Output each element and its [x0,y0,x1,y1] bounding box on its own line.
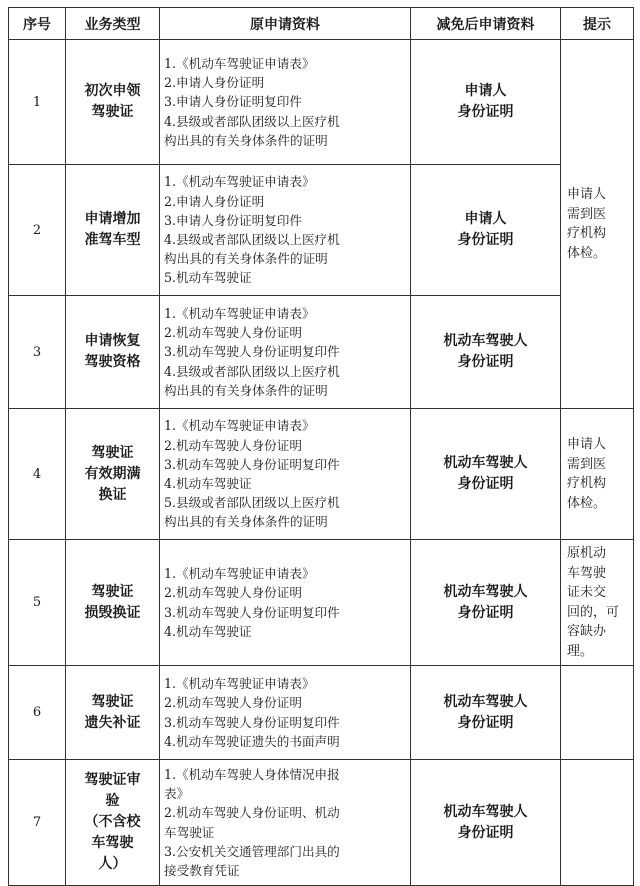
business-type-line: 车驾驶 [91,835,134,851]
tip-line: 疗机构 [567,226,607,241]
original-materials-cell [160,540,411,666]
original-materials-cell [160,165,411,296]
business-type-line: 申请增加 [84,211,141,227]
tip-cell [561,666,634,760]
tip-line: 理。 [567,643,594,659]
header-business-type: 业务类型 [66,8,160,40]
business-type-cell [66,540,160,666]
material-line: 2.申请人身份证明 [164,75,265,91]
reduced-line: 身份证明 [457,232,514,248]
tip-line: 申请人 [567,437,607,452]
header-no: 序号 [9,8,66,40]
material-line: 1.《机动车驾驶证申请表》 [164,566,315,582]
reduced-line: 身份证明 [457,604,514,621]
material-line: 3.申请人身份证明复印件 [164,212,302,228]
material-line: 构出具的有关身体条件的证明 [164,514,328,530]
material-line: 4.机动车驾驶证遗失的书面声明 [164,733,340,749]
tip-cell [561,760,634,886]
original-materials-cell [160,40,411,165]
material-line: 1.《机动车驾驶证申请表》 [164,676,315,692]
material-line: 2.机动车驾驶人身份证明 [164,695,302,711]
tip-line: 体检。 [567,245,607,261]
reduced-materials-cell [411,409,561,540]
original-materials-cell [160,409,411,540]
material-line: 构出具的有关身体条件的证明 [164,251,328,267]
tip-line: 证未交 [567,585,607,600]
tip-line: 需到医 [567,206,607,222]
business-type-line: 有效期满 [84,465,141,482]
material-line: 1.《机动车驾驶证申请表》 [164,55,315,71]
business-type-line: 初次申领 [84,83,141,99]
material-line: 表》 [164,786,190,802]
reduced-line: 机动车驾驶人 [443,455,528,471]
header-original-materials: 原申请资料 [160,8,411,40]
original-materials-cell [160,666,411,760]
business-type-line: 验 [105,793,120,809]
business-type-line: 损毁换证 [84,604,141,621]
business-type-line: 换证 [98,486,127,503]
material-line: 3.申请人身份证明复印件 [164,94,302,110]
material-line: 2.机动车驾驶人身份证明 [164,325,302,341]
requirements-table [8,7,634,886]
table-row [9,760,634,886]
business-type-cell [66,666,160,760]
reduced-materials-cell [411,666,561,760]
material-line: 4.机动车驾驶证 [164,623,252,639]
header-row [9,8,634,40]
tip-line: 回的，可 [567,604,620,620]
material-line: 接受教育凭证 [164,862,240,878]
material-line: 4.县级或者部队团级以上医疗机 [164,113,340,129]
reduced-line: 身份证明 [457,714,514,731]
tip-cell [561,409,634,540]
row-number: 4 [9,409,66,540]
business-type-line: 驾驶资格 [84,354,141,370]
reduced-line: 身份证明 [457,104,514,120]
reduced-line: 申请人 [464,83,507,99]
business-type-line: 申请恢复 [84,333,141,349]
reduced-line: 身份证明 [457,476,514,492]
material-line: 3.公安机关交通管理部门出具的 [164,843,340,859]
table-row [9,540,634,666]
reduced-line: 机动车驾驶人 [443,803,528,820]
business-type-line: 驾驶证 [91,583,134,600]
material-line: 5.县级或者部队团级以上医疗机 [164,495,340,511]
tip-line: 容缺办 [567,624,607,639]
material-line: 车驾驶证 [164,824,215,840]
business-type-line: 驾驶证 [91,104,134,120]
tip-cell [561,540,634,666]
header-tips: 提示 [561,8,634,40]
business-type-line: 驾驶证审 [84,772,141,788]
material-line: 2.机动车驾驶人身份证明 [164,437,302,453]
material-line: 4.县级或者部队团级以上医疗机 [164,232,340,247]
reduced-line: 机动车驾驶人 [443,583,528,600]
business-type-line: （不含校 [84,814,141,830]
business-type-line: 准驾车型 [84,232,141,248]
material-line: 2.机动车驾驶人身份证明、机动 [164,805,340,821]
material-line: 3.机动车驾驶人身份证明复印件 [164,604,340,620]
reduced-line: 身份证明 [457,824,514,841]
business-type-line: 遗失补证 [84,714,141,731]
table-row [9,40,634,165]
row-number: 1 [9,40,66,165]
material-line: 构出具的有关身体条件的证明 [164,382,328,398]
tip-line: 疗机构 [567,476,607,491]
business-type-line: 人） [98,856,127,872]
material-line: 1.《机动车驾驶人身体情况申报 [164,766,340,782]
business-type-cell [66,296,160,409]
tip-cell [561,40,634,409]
tip-line: 申请人 [567,187,607,202]
tip-line: 车驾驶 [567,565,607,581]
original-materials-cell [160,760,411,886]
reduced-materials-cell [411,296,561,409]
row-number: 7 [9,760,66,886]
material-line: 4.县级或者部队团级以上医疗机 [164,363,340,379]
reduced-materials-cell [411,540,561,666]
row-number: 3 [9,296,66,409]
reduced-line: 申请人 [464,211,507,227]
material-line: 1.《机动车驾驶证申请表》 [164,174,315,190]
row-number: 2 [9,165,66,296]
reduced-materials-cell [411,40,561,165]
original-materials-cell [160,296,411,409]
table-row [9,296,634,409]
table-row [9,666,634,760]
reduced-line: 机动车驾驶人 [443,333,528,349]
business-type-cell [66,760,160,886]
reduced-line: 机动车驾驶人 [443,693,528,710]
business-type-cell [66,409,160,540]
material-line: 4.机动车驾驶证 [164,476,252,491]
tip-line: 原机动 [567,546,607,561]
material-line: 构出具的有关身体条件的证明 [164,132,328,148]
material-line: 2.机动车驾驶人身份证明 [164,585,302,601]
material-line: 5.机动车驾驶证 [164,270,252,286]
row-number: 5 [9,540,66,666]
reduced-line: 身份证明 [457,354,514,370]
table-row [9,165,634,296]
header-reduced-materials: 减免后申请资料 [411,8,561,40]
reduced-materials-cell [411,760,561,886]
reduced-materials-cell [411,165,561,296]
tip-line: 体检。 [567,495,607,511]
business-type-line: 驾驶证 [91,444,134,461]
material-line: 3.机动车驾驶人身份证明复印件 [164,456,340,472]
business-type-cell [66,165,160,296]
material-line: 1.《机动车驾驶证申请表》 [164,418,315,434]
row-number: 6 [9,666,66,760]
business-type-cell [66,40,160,165]
material-line: 2.申请人身份证明 [164,193,265,209]
material-line: 3.机动车驾驶人身份证明复印件 [164,714,340,730]
table-row [9,409,634,540]
material-line: 1.《机动车驾驶证申请表》 [164,305,315,321]
material-line: 3.机动车驾驶人身份证明复印件 [164,344,340,360]
tip-line: 需到医 [567,456,607,472]
business-type-line: 驾驶证 [91,693,134,710]
